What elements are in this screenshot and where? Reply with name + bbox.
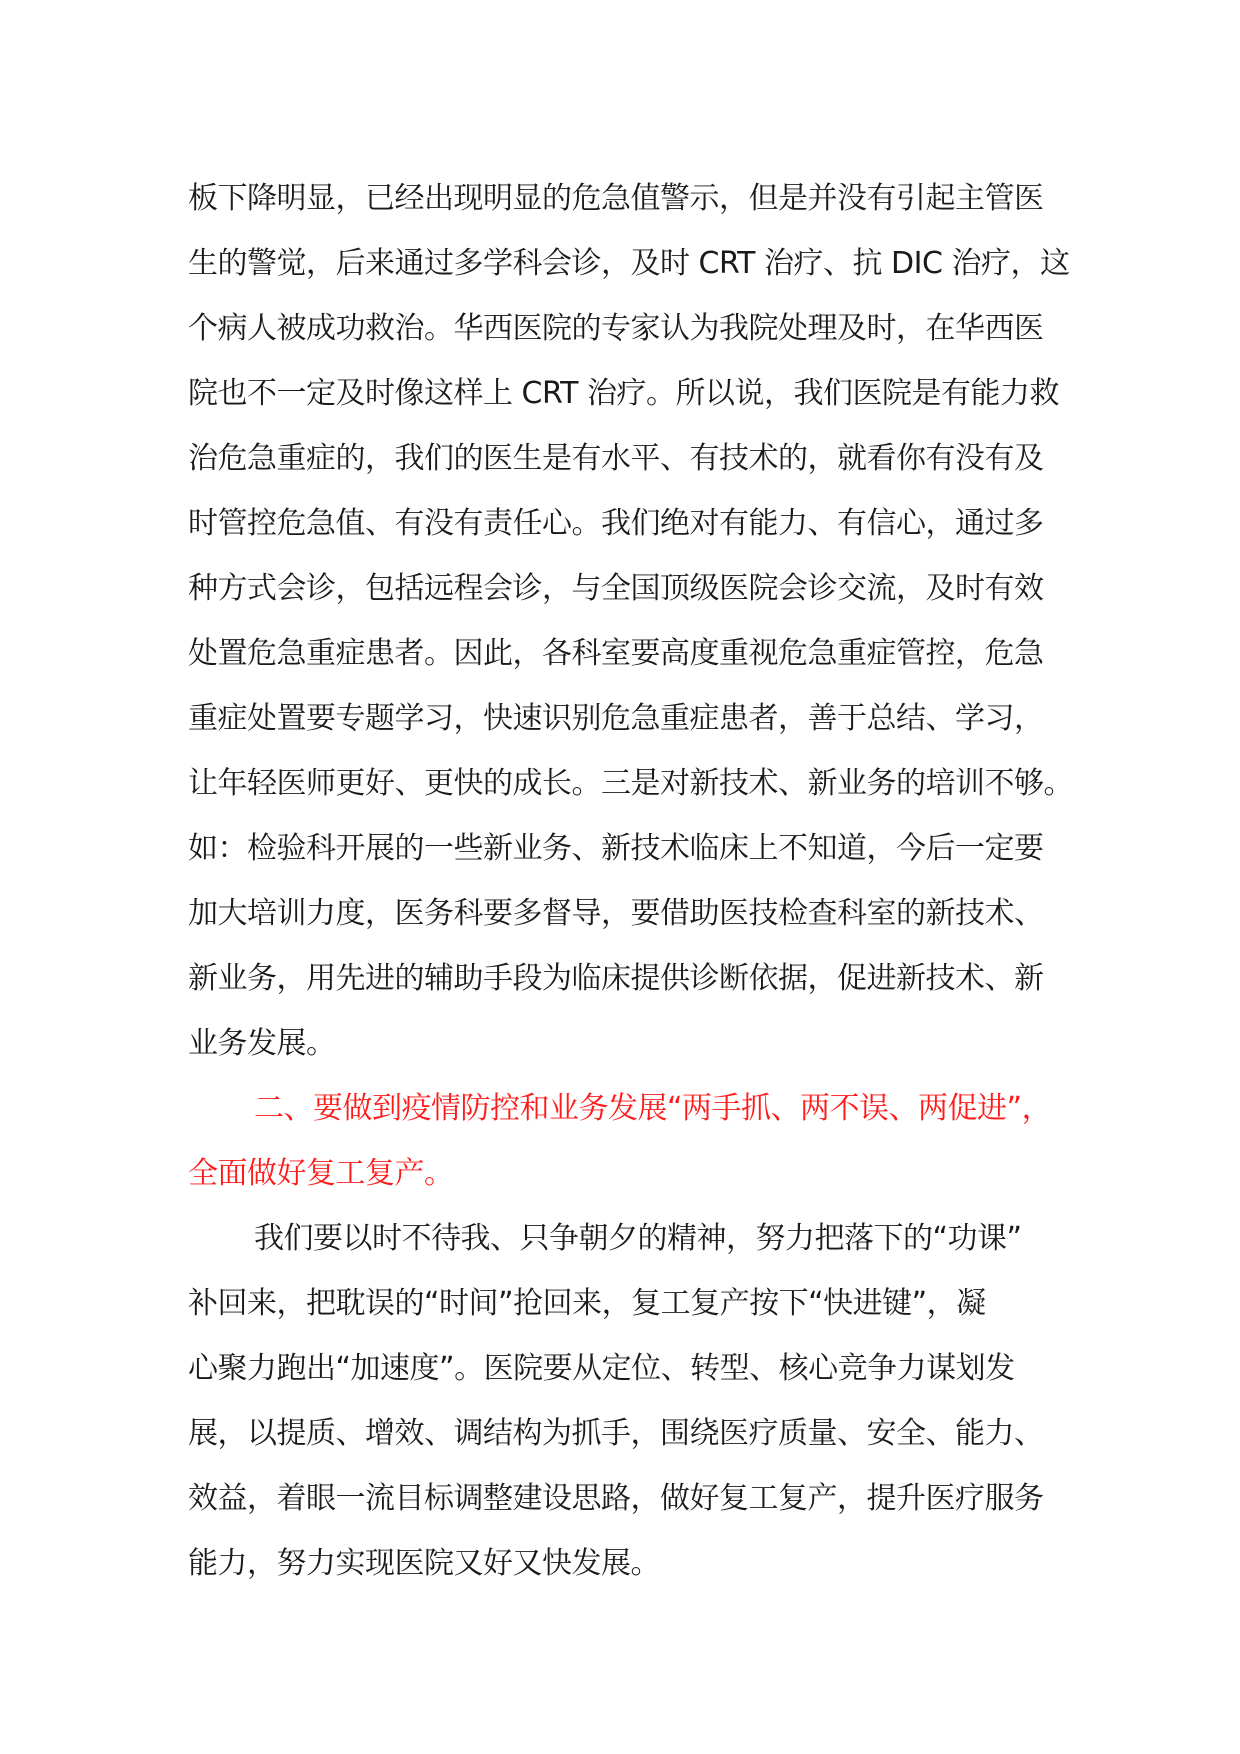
paragraph-line: 效益，着眼一流目标调整建设思路，做好复工复产，提升医疗服务 xyxy=(188,1481,1044,1516)
paragraph-line: 我们要以时不待我、只争朝夕的精神，努力把落下的“功课” xyxy=(254,1221,1022,1256)
paragraph-line: 加大培训力度，医务科要多督导，要借助医技检查科室的新技术、 xyxy=(188,896,1044,931)
paragraph-line: 新业务，用先进的辅助手段为临床提供诊断依据，促进新技术、新 xyxy=(188,961,1044,996)
paragraph-line: 时管控危急值、有没有责任心。我们绝对有能力、有信心，通过多 xyxy=(188,506,1044,541)
paragraph-line: 板下降明显，已经出现明显的危急值警示，但是并没有引起主管医 xyxy=(188,181,1044,216)
paragraph-line: 能力，努力实现医院又好又快发展。 xyxy=(188,1546,660,1581)
paragraph-line: 业务发展。 xyxy=(188,1026,336,1061)
paragraph-line: 补回来，把耽误的“时间”抢回来，复工复产按下“快进键”，凝 xyxy=(188,1286,986,1321)
paragraph-line: 院也不一定及时像这样上 CRT 治疗。所以说，我们医院是有能力救 xyxy=(188,376,1060,411)
paragraph-line: 心聚力跑出“加速度”。医院要从定位、转型、核心竞争力谋划发 xyxy=(188,1351,1015,1386)
paragraph-line: 让年轻医师更好、更快的成长。三是对新技术、新业务的培训不够。 xyxy=(188,766,1073,801)
paragraph-line: 重症处置要专题学习，快速识别危急重症患者，善于总结、学习， xyxy=(188,701,1044,736)
paragraph-line: 种方式会诊，包括远程会诊，与全国顶级医院会诊交流，及时有效 xyxy=(188,571,1044,606)
paragraph-line: 展，以提质、增效、调结构为抓手，围绕医疗质量、安全、能力、 xyxy=(188,1416,1044,1451)
paragraph-line: 如：检验科开展的一些新业务、新技术临床上不知道，今后一定要 xyxy=(188,831,1044,866)
section-heading-line: 全面做好复工复产。 xyxy=(188,1156,454,1191)
paragraph-line: 处置危急重症患者。因此，各科室要高度重视危急重症管控，危急 xyxy=(188,636,1044,671)
paragraph-line: 治危急重症的，我们的医生是有水平、有技术的，就看你有没有及 xyxy=(188,441,1044,476)
section-heading-line: 二、要做到疫情防控和业务发展“两手抓、两不误、两促进”， xyxy=(254,1091,1052,1126)
document-body xyxy=(188,166,1073,1596)
paragraph-line: 生的警觉，后来通过多学科会诊，及时 CRT 治疗、抗 DIC 治疗，这 xyxy=(188,246,1070,281)
paragraph-line: 个病人被成功救治。华西医院的专家认为我院处理及时，在华西医 xyxy=(188,311,1044,346)
